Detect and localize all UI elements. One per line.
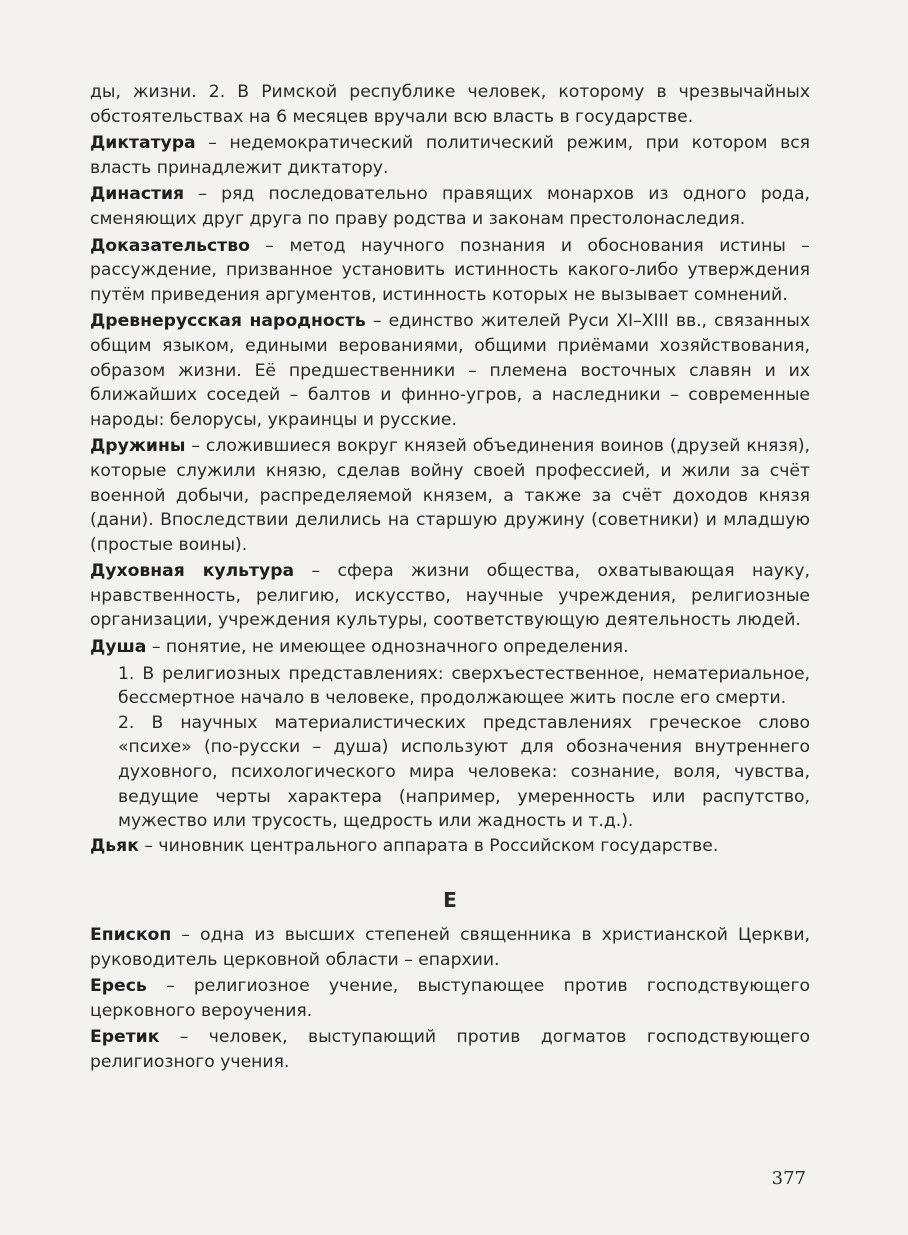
entry-term: Душа — [90, 637, 147, 658]
entry-heresy — [90, 974, 810, 1023]
page-number: 377 — [771, 1168, 806, 1189]
entry-term: Диктатура — [90, 133, 196, 154]
entry-definition: – религиозное учение, выступающее против господствующего церковного вероучения. — [90, 976, 810, 1021]
entry-heretic — [90, 1025, 810, 1074]
entry-definition: – недемократический политический режим, при котором вся власть принадлежит диктатору. — [90, 133, 810, 178]
glossary-page — [90, 80, 810, 1077]
section-letter-heading: Е — [443, 888, 457, 913]
entry-definition: – чиновник центрального аппарата в Российском государстве. — [138, 835, 719, 856]
entry-spiritual-culture — [90, 559, 810, 633]
entry-definition: – метод научного познания и обоснования истины – рассуждение, призванное установить истинность какого-либо утверждения путём приведения аргументов, истинность которых не вызывает сомнений. — [90, 235, 810, 305]
entry-definition: – понятие, не имеющее однозначного определения. — [146, 637, 629, 658]
soul-sense-religious: 1. В религиозных представлениях: сверхъестественное, нематериальное, бессмертное начало в человеке, продолжающее жить после его смерти. — [118, 663, 810, 709]
continued-definition: ды, жизни. 2. В Римской республике человек, которому в чрезвычайных обстоятельствах на 6 месяцев вручали всю власть в государстве. — [90, 82, 810, 127]
entry-term: Еретик — [90, 1027, 160, 1048]
entry-dictatorship — [90, 131, 810, 180]
entry-term: Дружины — [90, 436, 186, 457]
entry-dynasty — [90, 182, 810, 231]
entry-proof — [90, 234, 810, 308]
entry-term: Епископ — [90, 925, 172, 945]
entry-druzhina — [90, 434, 810, 557]
entry-definition: – сложившиеся вокруг князей объединения воинов (друзей князя), которые служили князю, сделав войну своей профессией, и жили за счёт военной добычи, распределяемой князем, а также за счёт доходов князя (дани). Впоследствии делились на старшую дружину (советники) и младшую (простые воины). — [90, 436, 810, 555]
entry-soul — [90, 635, 810, 660]
entry-bishop — [90, 923, 810, 972]
entry-definition: – человек, выступающий против догматов господствующего религиозного учения. — [90, 1027, 810, 1072]
entry-term: Дьяк — [90, 835, 139, 856]
entry-term: Доказательство — [90, 235, 250, 256]
entry-old-russian-people — [90, 309, 810, 432]
soul-sense-scientific: 2. В научных материалистических представлениях греческое слово «психе» (по-русски – душа) используют для обозначения внутреннего духовного, психологического мира человека: сознание, воля, чувства, ведущие черты характера (например, умеренность или распутство, мужество или трусость, щедрость или жадность и т.д.). — [118, 712, 810, 832]
entry-dyak — [90, 834, 810, 859]
entry-term: Ересь — [90, 976, 147, 997]
entry-definition: – одна из высших степеней священника в христианской Церкви, руководитель церковной области – епархии. — [90, 925, 810, 970]
entry-term: Духовная культура — [90, 561, 295, 582]
entry-definition: – ряд последовательно правящих монархов из одного рода, сменяющих друг друга по праву родства и законам престолонаследия. — [90, 184, 810, 229]
entry-term: Древнерусская народность — [90, 311, 366, 332]
entry-term: Династия — [90, 184, 185, 205]
entry-definition: – единство жителей Руси XI–XIII вв., связанных общим языком, едиными верованиями, общими приёмами хозяйствования, образом жизни. Её предшественники – племена восточных славян и их ближайших соседей – балтов и финно-угров, а наследники – современные народы: белорусы, украинцы и русские. — [90, 311, 810, 430]
entry-definition: – сфера жизни общества, охватывающая науку, нравственность, религию, искусство, научные учреждения, религиозные организации, учреждения культуры, соответствующую деятельность людей. — [90, 561, 810, 631]
